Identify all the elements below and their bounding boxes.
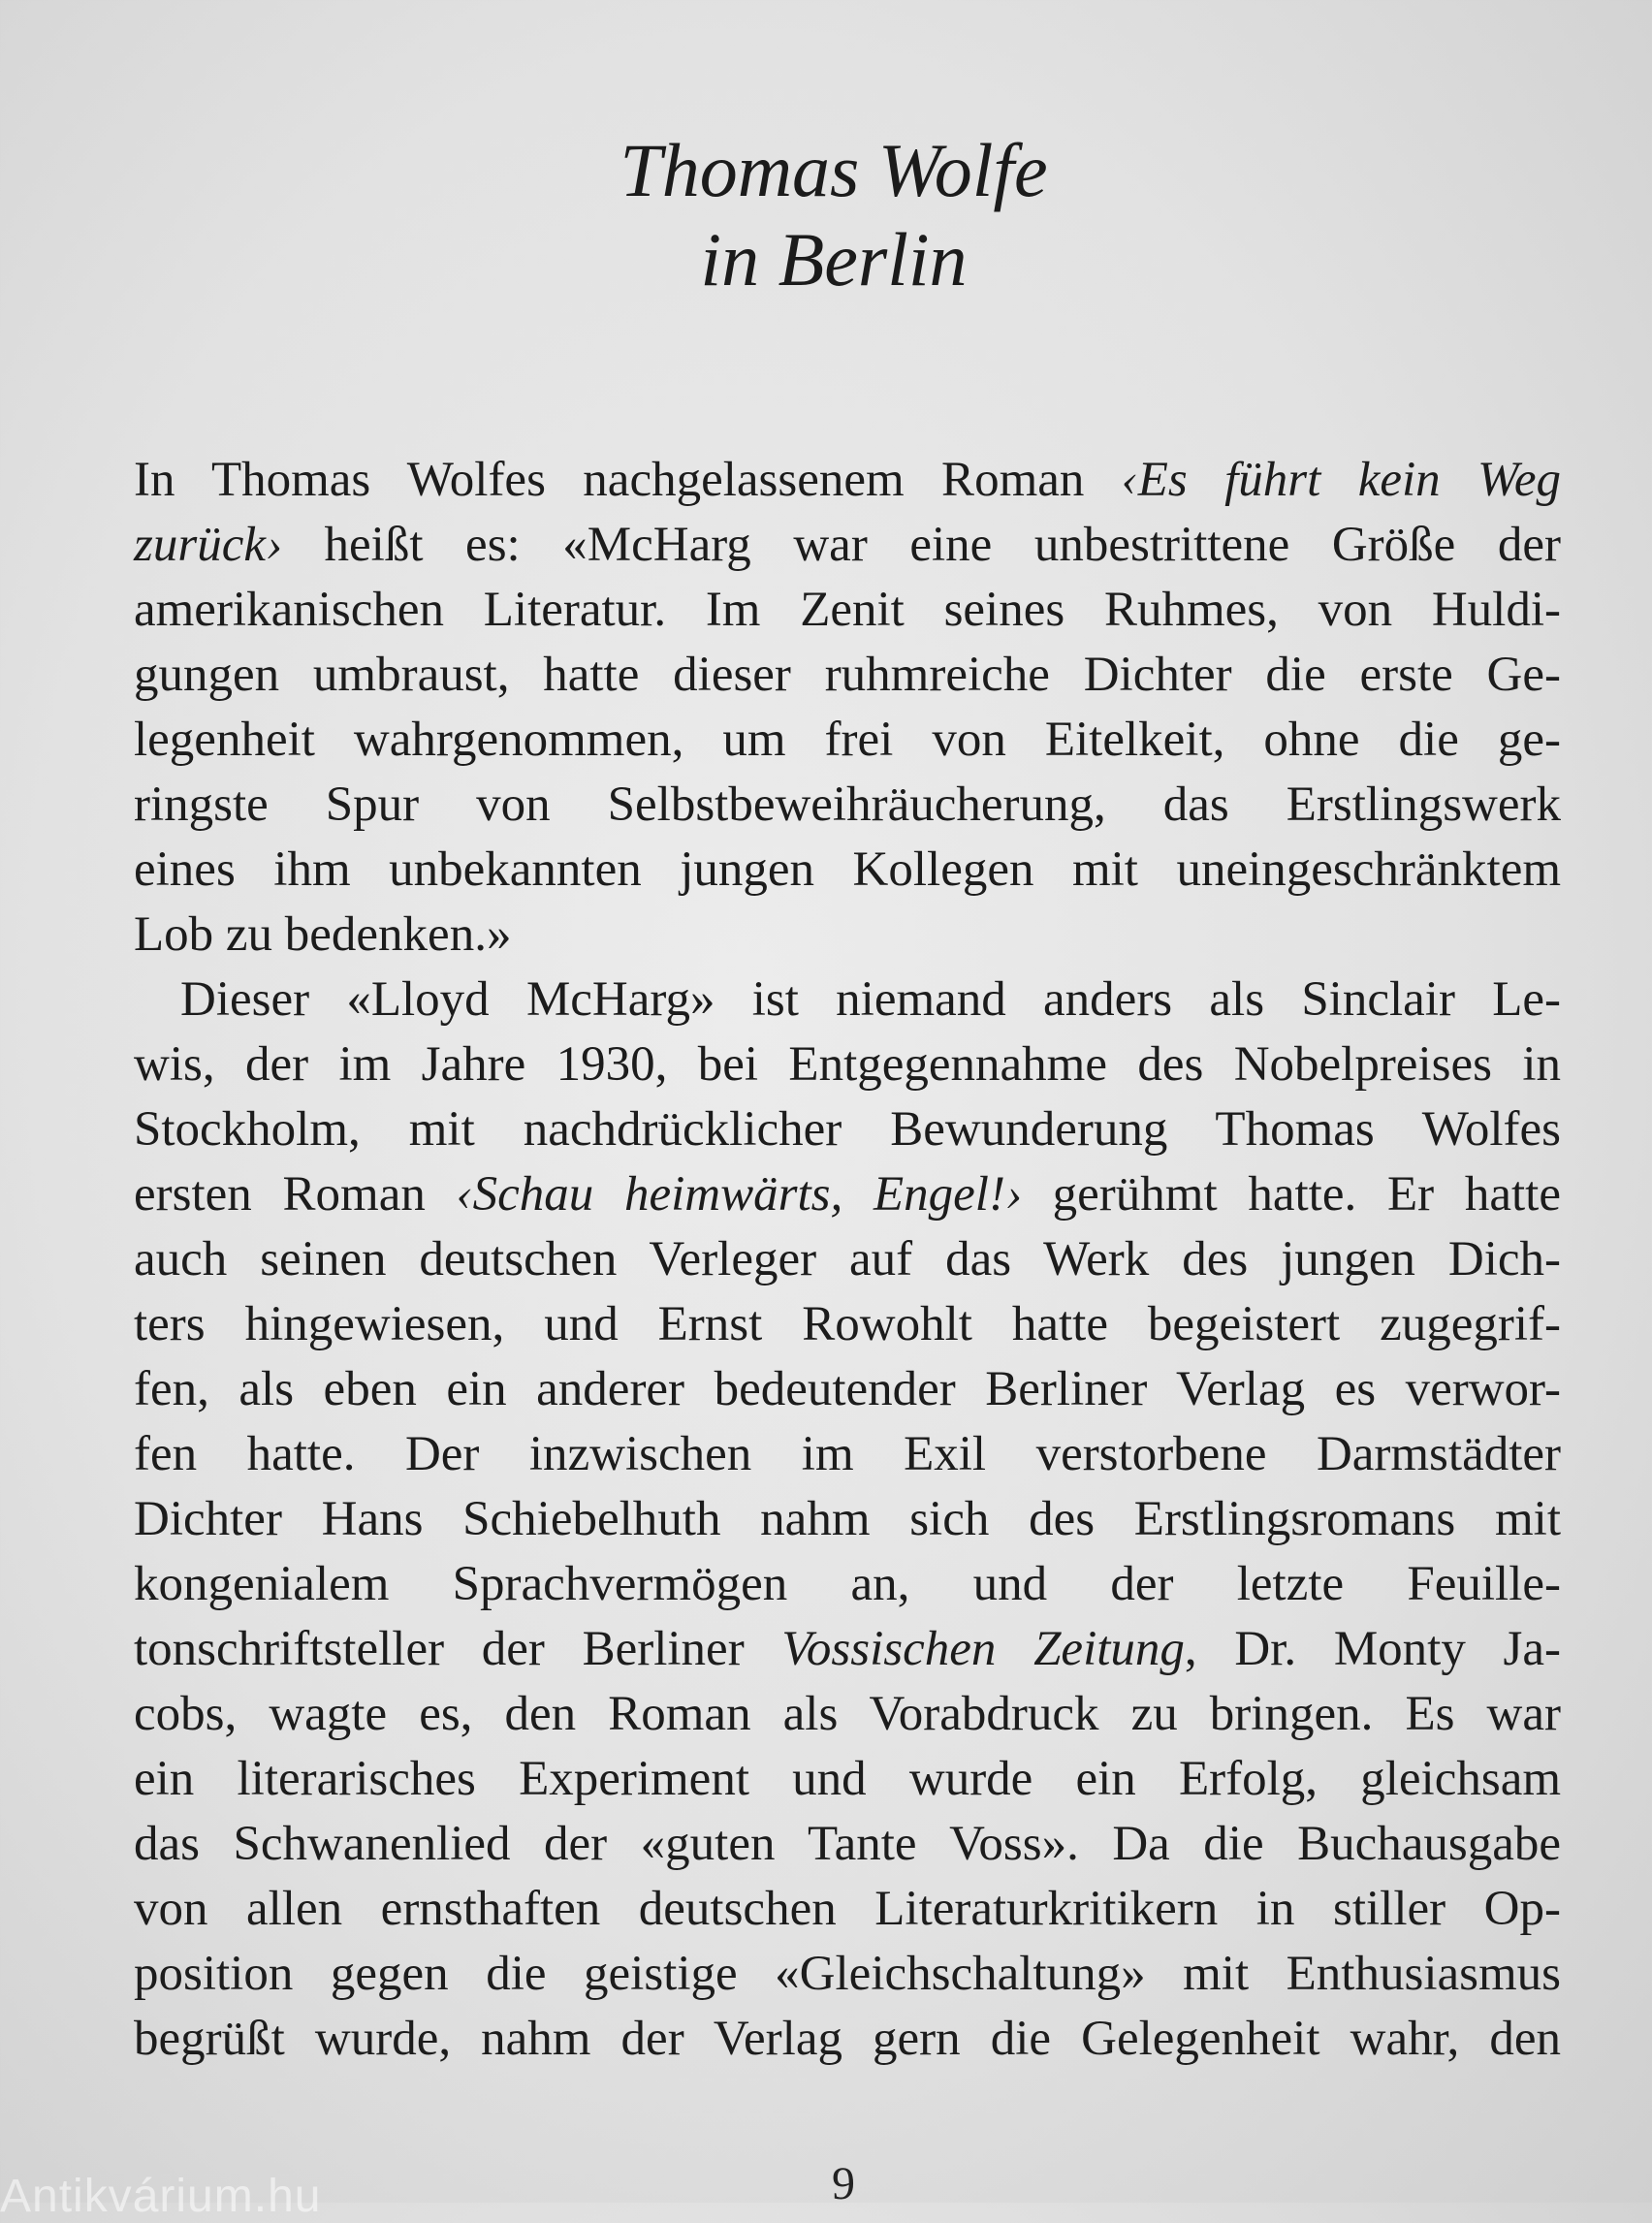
chapter-title: [0, 126, 1652, 304]
text-line: Dieser «Lloyd McHarg» ist niemand anders als Sinclair Le-: [180, 972, 1561, 1027]
text-line: kongenialem Sprachvermögen an, und der letzte Feuille-: [134, 1557, 1561, 1611]
text-span: gerühmt hatte. Er hatte: [1021, 1167, 1561, 1222]
text-line: ringste Spur von Selbstbeweihräucherung, das Erstlingswerk: [134, 778, 1561, 832]
text-line: Dichter Hans Schiebelhuth nahm sich des Erstlingsromans mit: [134, 1492, 1561, 1546]
text-line: [134, 1162, 1561, 1227]
text-line: ein literarisches Experiment und wurde ein Erfolg, gleichsam: [134, 1752, 1561, 1806]
text-line: das Schwanenlied der «guten Tante Voss». Da die Buchausgabe: [134, 1817, 1561, 1871]
book-title-italic: ‹Es führt kein Weg: [1121, 453, 1561, 507]
text-line: legenheit wahrgenommen, um frei von Eitelkeit, ohne die ge-: [134, 713, 1561, 767]
text-line: fen hatte. Der inzwischen im Exil verstorbene Darmstädter: [134, 1427, 1561, 1481]
text-line: eines ihm unbekannten jungen Kollegen mit uneingeschränktem: [134, 842, 1561, 897]
text-line: cobs, wagte es, den Roman als Vorabdruck zu bringen. Es war: [134, 1687, 1561, 1741]
body-text: [134, 448, 1561, 2072]
text-line: auch seinen deutschen Verleger auf das Werk des jungen Dich-: [134, 1232, 1561, 1286]
text-line: amerikanischen Literatur. Im Zenit seines Ruhmes, von Huldi-: [134, 583, 1561, 637]
chapter-title-line-2: in Berlin: [700, 217, 968, 302]
text-line: fen, als eben ein anderer bedeutender Berliner Verlag es verwor-: [134, 1362, 1561, 1416]
text-line: [134, 513, 1561, 578]
text-span: ersten Roman: [134, 1167, 457, 1222]
text-span: , Dr. Monty Ja-: [1184, 1622, 1562, 1676]
book-title-italic: ‹Schau heimwärts, Engel!›: [456, 1167, 1022, 1222]
text-span: tonschriftsteller der Berliner: [134, 1622, 782, 1676]
watermark: Antikvárium.hu: [0, 2171, 322, 2222]
text-line: [134, 448, 1561, 513]
text-span: In Thomas Wolfes nachgelassenem Roman: [134, 453, 1122, 507]
newspaper-title-italic: Vossischen Zeitung: [781, 1622, 1185, 1676]
text-line: Stockholm, mit nachdrücklicher Bewunderung Thomas Wolfes: [134, 1102, 1561, 1157]
text-line: gungen umbraust, hatte dieser ruhmreiche Dichter die erste Ge-: [134, 648, 1561, 702]
text-line: begrüßt wurde, nahm der Verlag gern die Gelegenheit wahr, den: [134, 2012, 1561, 2066]
text-line: wis, der im Jahre 1930, bei Entgegennahme des Nobelpreises in: [134, 1037, 1561, 1092]
text-line: position gegen die geistige «Gleichschaltung» mit Enthusiasmus: [134, 1947, 1561, 2001]
text-line: [134, 1617, 1561, 1682]
book-title-italic: zurück›: [134, 518, 282, 572]
chapter-title-line-1: Thomas Wolfe: [620, 128, 1048, 212]
page-number: 9: [832, 2158, 855, 2209]
text-span: heißt es: «McHarg war eine unbestrittene Größe der: [281, 518, 1561, 572]
text-line: von allen ernsthaften deutschen Literaturkritikern in stiller Op-: [134, 1882, 1561, 1936]
text-line: ters hingewiesen, und Ernst Rowohlt hatte begeistert zugegrif-: [134, 1297, 1561, 1351]
text-line: Lob zu bedenken.»: [134, 907, 512, 962]
